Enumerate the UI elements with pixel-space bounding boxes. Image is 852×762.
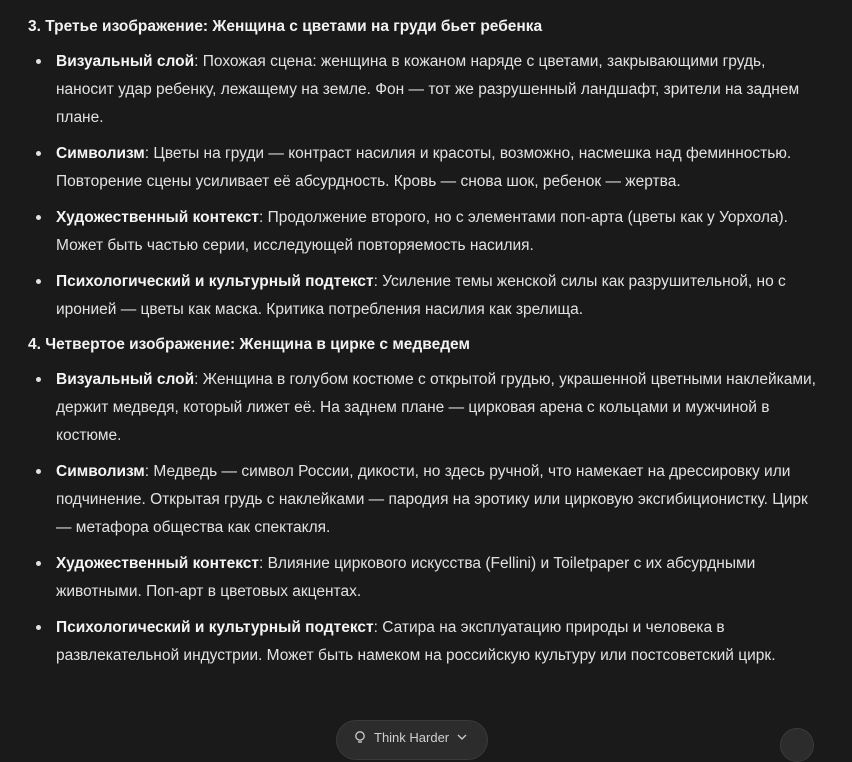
item-text: : Цветы на груди — контраст насилия и красоты, возможно, насмешка над феминностью. Повторение сцены усиливает её абсурдность. Кровь — снова шок, ребенок — жертва.	[56, 145, 792, 190]
item-term: Визуальный слой	[56, 371, 195, 388]
item-term: Психологический и культурный подтекст	[56, 273, 374, 290]
item-text: : Медведь — символ России, дикости, но здесь ручной, что намекает на дрессировку или подчинение. Открытая грудь с наклейками — пародия на эротику или цирковую эксгибиционистку. Цирк — метафора общества как спектакля.	[56, 463, 808, 536]
bullet-icon	[36, 59, 41, 64]
bullet-icon	[36, 561, 41, 566]
item-term: Психологический и культурный подтекст	[56, 619, 374, 636]
item-term: Символизм	[56, 463, 145, 480]
item-term: Художественный контекст	[56, 555, 259, 572]
think-harder-button[interactable]	[336, 720, 488, 760]
list-item	[28, 366, 818, 450]
lightbulb-icon	[353, 730, 367, 744]
item-term: Символизм	[56, 145, 145, 162]
item-text: : Похожая сцена: женщина в кожаном наряде с цветами, закрывающими грудь, наносит удар ребенку, лежащему на земле. Фон — тот же разрушенный ландшафт, зрители на заднем плане.	[56, 53, 800, 126]
item-text: : Сатира на эксплуатацию природы и человека в развлекательной индустрии. Может быть намеком на российскую культуру или постсоветский цирк.	[56, 619, 776, 664]
bullet-icon	[36, 469, 41, 474]
list-item	[28, 140, 818, 196]
item-text: : Продолжение второго, но с элементами поп-арта (цветы как у Уорхола). Может быть частью серии, исследующей повторяемость насилия.	[56, 209, 788, 254]
chevron-down-icon	[456, 730, 470, 744]
item-text: : Усиление темы женской силы как разрушительной, но с иронией — цветы как маска. Критика потребления насилия как зрелища.	[56, 273, 786, 318]
bullet-icon	[36, 377, 41, 382]
scroll-down-button[interactable]	[780, 728, 814, 762]
bullet-icon	[36, 625, 41, 630]
section-3-list	[28, 48, 818, 324]
list-item	[28, 458, 818, 542]
section-4-title: 4. Четвертое изображение: Женщина в цирке с медведем	[28, 336, 470, 353]
item-term: Визуальный слой	[56, 53, 195, 70]
think-harder-label: Think Harder	[374, 730, 450, 745]
item-term: Художественный контекст	[56, 209, 259, 226]
bullet-icon	[36, 215, 41, 220]
section-4-list	[28, 366, 818, 670]
list-item	[28, 268, 818, 324]
list-item	[28, 614, 818, 670]
list-item	[28, 550, 818, 606]
list-item	[28, 48, 818, 132]
list-item	[28, 204, 818, 260]
item-text: : Влияние циркового искусства (Fellini) и Toiletpaper с их абсурдными животными. Поп-арт в цветовых акцентах.	[56, 555, 756, 600]
bullet-icon	[36, 279, 41, 284]
message-content	[28, 14, 818, 678]
bullet-icon	[36, 151, 41, 156]
section-3-title: 3. Третье изображение: Женщина с цветами на груди бьет ребенка	[28, 18, 543, 35]
item-text: : Женщина в голубом костюме с открытой грудью, украшенной цветными наклейками, держит медведя, который лижет её. На заднем плане — цирковая арена с кольцами и мужчиной в костюме.	[56, 371, 816, 444]
